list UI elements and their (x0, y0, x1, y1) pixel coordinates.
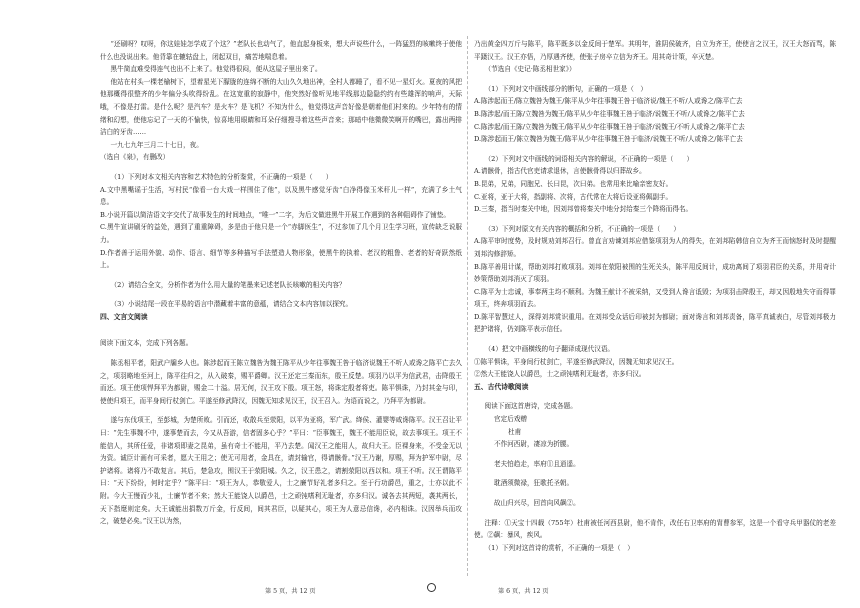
classical-text-paragraph: 遂与东伐项王，至彭城，为楚所败。引而还，收散兵至荥阳，以平为亚将，军广武。绛侯、灌婴等咸谗陈平。汉王召让平曰：“先生事魏不中，遂事楚而去，今又从吾游，信者固多心乎？”平曰：“臣事魏王，魏王不能用臣说，故去事项王。项王不能信人，其所任爱，非诸项即妻之昆弟，虽有奇士不能用，平乃去楚。闻汉王之能用人，故归大王。臣裸身来，不受金无以为资。诚臣计画有可采者，愿大王用之；使无可用者，金具在，请封输官，得请骸骨。”汉王乃谢，厚赐，拜为护军中尉，尽护诸将。诸将乃不敢复言。其后，楚急攻，围汉王于荥阳城。久之，汉王患之，请割荥阳以西以和。项王不听。汉王谓陈平曰：“天下纷纷，何时定乎？”陈平曰：“项王为人，恭敬爱人，士之廉节好礼者多归之。至于行功爵邑，重之，士亦以此不附。今大王慢而少礼，士廉节者不来；然大王能饶人以爵邑，士之顽钝嗜利无耻者，亦多归汉。诚各去其两短，袭其两长，天下指麾则定矣。大王诚能出捐数万斤金，行反间，间其君臣，以疑其心，项王为人意忌信谗，必内相诛。汉因举兵而攻之，破楚必矣。”汉王以为然， (100, 416, 462, 526)
option-c: C.陈平为士忠诚，事奉两主均不顺利。为魏王献计不被采纳，又受到人谗言诋毁；为项羽击降殷王，却又因殷地失守而得罪项王，终奔项羽而去。 (474, 287, 836, 309)
left-column (100, 38, 462, 528)
option-b: B.小说开篇以简洁语文字交代了故事发生的时间地点，“唯一”二字，为后文做进黑牛开展工作遇到的各种阻碍作了铺垫。 (100, 210, 450, 219)
reading-instruction: 阅读下面文本，完成下列各题。 (100, 339, 193, 348)
question-2: （2）下列对文中画线的词语相关内容的解说，不正确的一项是（ ） (484, 154, 694, 163)
question-4: （4）把文中画横线的句子翻译成现代汉语。 (484, 345, 615, 354)
option-a: A.陈平审时度势，及时规劝刘邦召行。曾直言劝谏刘邦应借鉴项羽为人的得失，在刘邦陷韩信自立为齐王而恼怒时及时提醒刘邦沟修辞矫。 (474, 237, 836, 258)
option-c: C.亚将，亚于大将，指副将、次将，古代常在大将后设亚将佩副手。 (474, 192, 673, 201)
poem-line: 耽酒须微禄，狂歌托圣朝。 (494, 479, 574, 488)
story-paragraph: 他站在村头一棵老榆树下，望着星光下朦胧的连绵不断的大山久久地出神，全村人都睡了，看不见一星灯火。夏夜的风把他那概得很整齐的少年偏分头吹得纷乱。在这宽重的寂静中，他突然好像听见地平线那边隐隐约约有些雄浑的响声，天际哦，不像是打雷。是什么呢？是汽车？是火车？是飞机？不知为什么，他觉得这声音好像是朝着他们村来的。少年特有的情绪和幻想，使他忘记了一天的不愉快，惊喜地用眼睛和耳朵仔细搜寻着这些声音来；那暗中他微微笑啊开的嘴巴，露出两排洁白的牙齿…… (100, 77, 462, 137)
poem-note: 注释：①天宝十四载（755年）杜甫被任河西县尉，他不肯作，改任右卫率府的胄曹参军，这是一个看守兵甲器仗的老差使。②飙：暴风，疾风。 (474, 518, 836, 540)
classical-text-source: （节选自《史记·陈丞相世家》） (484, 65, 576, 74)
page-number-left: 第 5 页，共 12 页 (265, 588, 316, 595)
option-b: B.昆弟，兄弟，同胞兄、长曰昆，次曰弟。也常用来比喻亲密友好。 (474, 179, 673, 188)
translation-item: ②然大王能饶人以爵邑，士之顽钝嗜利无耻者，亦多归汉。 (474, 370, 646, 379)
right-column (474, 38, 836, 554)
poem-author: 杜甫 (508, 427, 522, 436)
classical-text-paragraph: 陈丞相平者，阳武户牖乡人也。陈涉起而王陈立魏咎为魏王陈平从少年往事魏王咎于临济说魏王不听人或谗之陈平亡去久之，项羽略地至河上，陈平往归之，从入破秦，赐平爵卿。汉王还定三秦而东，殷王反楚。项羽乃以平为信武君，击降殷王而还。项王使项悍拜平为都尉，赐金二十溢。居无何，汉王攻下殷。项王怒，将诛定殷者将吏。陈平惧诛，乃封其金与印，使使归项王，而平身间行杖剑亡。平遂至修武降汉，因魏无知求见汉王，汉王召入。为语而说之，乃拜平为都尉。 (100, 359, 462, 405)
question-1: （1）下列对文中画线部分的断句，正确的一项是（ ） (484, 84, 647, 93)
translation-item: ①陈平惧诛，平身间行杖剑亡，平遂至修武降汉，因魏无知求见汉王。 (474, 357, 679, 366)
poem-line: 老夫怕趋走，率府①且逍遥。 (494, 459, 580, 468)
poem-question-1: （1）下列对这首诗的赏析，不正确的一项是（ ） (484, 543, 634, 552)
option-a: A.请骸骨，指古代官吏请求退休，言使骸骨得以归葬故乡。 (474, 167, 646, 176)
question-2: （2）请结合全文，分析作者为什么用大量的笔墨来记述老队长咳嗽的相关内容？ (110, 280, 346, 289)
option-d: D.陈涉起而王/陈立魏咎为魏王/陈平从少年往事魏王咎于临济/说魏王不听/人或谗之/陈平亡去 (474, 135, 743, 144)
option-b: B.陈平善用计谋，帮助刘邦打败项羽。刘邦在荥阳被围的生死关头，陈平用反间计，成功离间了项羽君臣的关系，并用奇计妙策帮助刘邦消灭了项羽。 (474, 262, 836, 284)
poem-instruction: 阅读下面这首唐诗，完成各题。 (484, 402, 577, 411)
poem-title: 官定后戏赠 (494, 415, 527, 424)
option-d: D.作者善于运用外貌、动作、语言、细节等多种描写手法塑造人物形象，使黑牛的执着、老汉的粗鲁、老者的好奇跃然纸上。 (100, 248, 462, 270)
question-3: （3）下列对原文有关内容的概括和分析，不正确的一项是（ ） (484, 224, 680, 233)
story-date: 一九七九年三月二十七日，夜。 (110, 140, 203, 149)
option-a: A.陈涉起而王/陈立魏咎为魏王/陈平从少年往事魏王咎于临济说/魏王不听/人或谗之/陈平亡去 (474, 97, 743, 106)
story-source: （选自《泉》，有删改） (100, 153, 170, 162)
section-heading: 五、古代诗歌阅读 (474, 382, 529, 391)
option-c: C.陈涉起/而王陈/立魏咎为魏王/陈平从少年往事魏王咎于临济/说魏王/不听人或谗之/陈平亡去 (474, 122, 745, 131)
poem-line: 故山归兴尽，回首向风飙②。 (494, 499, 580, 507)
option-d: D.陈平智慧过人，深得刘邦赏识重用。在刘邦受众话后印被封为都尉；面对谗言和刘邦责备，陈平真诚表白，尽管刘邦极力把护诸将，仍刘陈平表示信任。 (474, 312, 836, 334)
column-divider (467, 36, 468, 576)
page-number-right: 第 6 页，共 12 页 (498, 588, 549, 595)
option-b: B.陈涉起/而王陈/立魏咎为魏王/陈平从少年往事魏王咎于临济/说魏王不听/人或谗之/陈平亡去 (474, 109, 745, 118)
poem-line: 不作河西尉，凄凉为折腰。 (494, 440, 574, 449)
section-heading: 四、文言文阅读 (100, 312, 148, 321)
binding-hole-icon (427, 583, 436, 592)
story-paragraph: “还刷呀？叹呀，你这娃娃怎学成了个这？”老队长也动气了，他直起身板来，想大声说些什么，一阵猛烈的咳嗽终于使他什么也没说出来。他背靠在辘轱盘上，闭起双目，痛苦地喘息着。 (100, 40, 462, 61)
classical-text-continued: 乃出黄金四万斤与陈平，陈平既多以金反间于楚军。其明年，淮阴侯破齐，自立为齐王，使使言之汉王，汉王大怒而骂，陈平蹑汉王。汉王亦悟，乃厚遇齐使，使张子房卒立信为齐王。用其奇计策，卒灭楚。 (474, 40, 836, 61)
story-paragraph: 黑牛简直难受得连气也出不上来了。他觉得很闷，便从这屋子里出来了。 (110, 65, 322, 74)
option-a: A.文中黑嘴谣于生活，写村民“像看一台大戏一样围住了他”，以及黑牛感觉牙齿“白净得像玉米秆儿一样”，充满了乡土气息。 (100, 185, 462, 207)
question-3: （3）小说结尾一段在平易的语言中潜藏着丰富的意蕴，请结合文本内容加以探究。 (110, 300, 353, 309)
option-c: C.黑牛宣讲刷牙的益处，遇到了重重障碍，多是由于他只是一个“赤脚医生”，不过参加了几个月卫生学习班，宣传缺乏说服力。 (100, 223, 462, 244)
question-1: （1）下列对本文相关内容和艺术特色的分析鉴赏，不正确的一项是（ ） (110, 172, 333, 181)
option-d: D.三秦，指当时秦关中地，因刘邦曾将秦关中地分封给秦三个降将而得名。 (474, 205, 693, 214)
